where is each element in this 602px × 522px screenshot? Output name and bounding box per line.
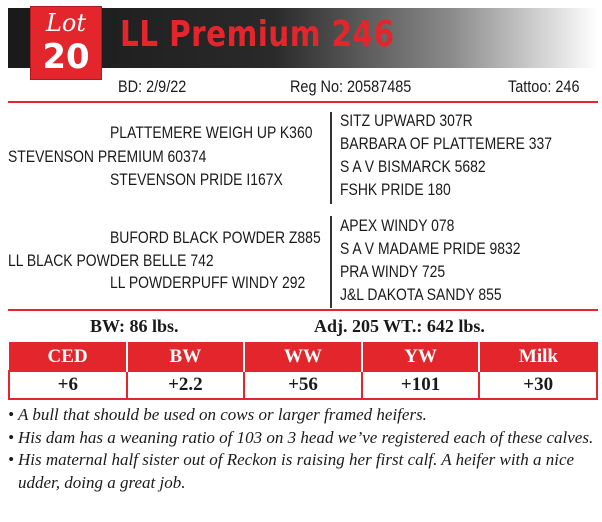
divider-bottom	[8, 309, 598, 311]
epd-header-milk: Milk	[479, 343, 597, 372]
bullet-icon: •	[8, 450, 14, 469]
pedigree-rule-sire	[330, 112, 332, 204]
lot-label: Lot	[45, 9, 87, 37]
ss-dam: BARBARA OF PLATTEMERE 337	[340, 134, 553, 153]
epd-table	[8, 342, 598, 400]
bullet-icon: •	[8, 405, 14, 424]
note-text: His dam has a weaning ratio of 103 on 3 head we’ve registered each of these calves.	[18, 427, 594, 447]
epd-header-row	[9, 343, 597, 372]
epd-header-yw: YW	[362, 343, 480, 372]
pedigree-rule-dam	[330, 216, 332, 308]
epd-value-milk: +30	[479, 371, 597, 399]
dam: LL BLACK POWDER BELLE 742	[8, 251, 214, 270]
ds-sire: APEX WINDY 078	[340, 216, 455, 235]
sd-dam: FSHK PRIDE 180	[340, 180, 451, 199]
epd-value-row	[9, 371, 597, 399]
sire: STEVENSON PREMIUM 60374	[8, 147, 207, 166]
epd-value-ced: +6	[9, 371, 127, 399]
epd-value-yw: +101	[362, 371, 480, 399]
dd-dam: J&L DAKOTA SANDY 855	[340, 285, 502, 304]
adjusted-205-weight: Adj. 205 WT.: 642 lbs.	[314, 316, 485, 336]
notes	[8, 404, 602, 494]
note-text: His maternal half sister out of Reckon is raising her first calf. A heifer with a nice udder, doing a great job.	[18, 450, 575, 492]
registration-number: Reg No: 20587485	[290, 77, 412, 96]
sire-dam: STEVENSON PRIDE I167X	[110, 170, 283, 189]
epd-header-bw: BW	[127, 343, 245, 372]
note-item	[8, 449, 602, 494]
lot-badge	[30, 6, 102, 80]
epd-value-ww: +56	[244, 371, 362, 399]
note-text: A bull that should be used on cows or larger framed heifers.	[18, 405, 427, 424]
tattoo: Tattoo: 246	[508, 77, 580, 96]
note-item	[8, 427, 602, 450]
ss-sire: SITZ UPWARD 307R	[340, 111, 473, 130]
lot-number: 20	[42, 37, 90, 77]
dam-dam: LL POWDERPUFF WINDY 292	[110, 273, 306, 292]
divider-top	[8, 101, 598, 103]
epd-value-bw: +2.2	[127, 371, 245, 399]
birth-date: BD: 2/9/22	[118, 77, 187, 96]
dd-sire: PRA WINDY 725	[340, 262, 446, 281]
epd-header-ww: WW	[244, 343, 362, 372]
sd-sire: S A V BISMARCK 5682	[340, 157, 486, 176]
bullet-icon: •	[8, 427, 14, 447]
note-item	[8, 404, 602, 427]
ds-dam: S A V MADAME PRIDE 9832	[340, 239, 521, 258]
sire-sire: PLATTEMERE WEIGH UP K360	[110, 123, 313, 142]
birth-weight: BW: 86 lbs.	[90, 316, 179, 336]
dam-sire: BUFORD BLACK POWDER Z885	[110, 228, 321, 247]
bull-name: LL Premium 246	[120, 14, 395, 55]
epd-header-ced: CED	[9, 343, 127, 372]
